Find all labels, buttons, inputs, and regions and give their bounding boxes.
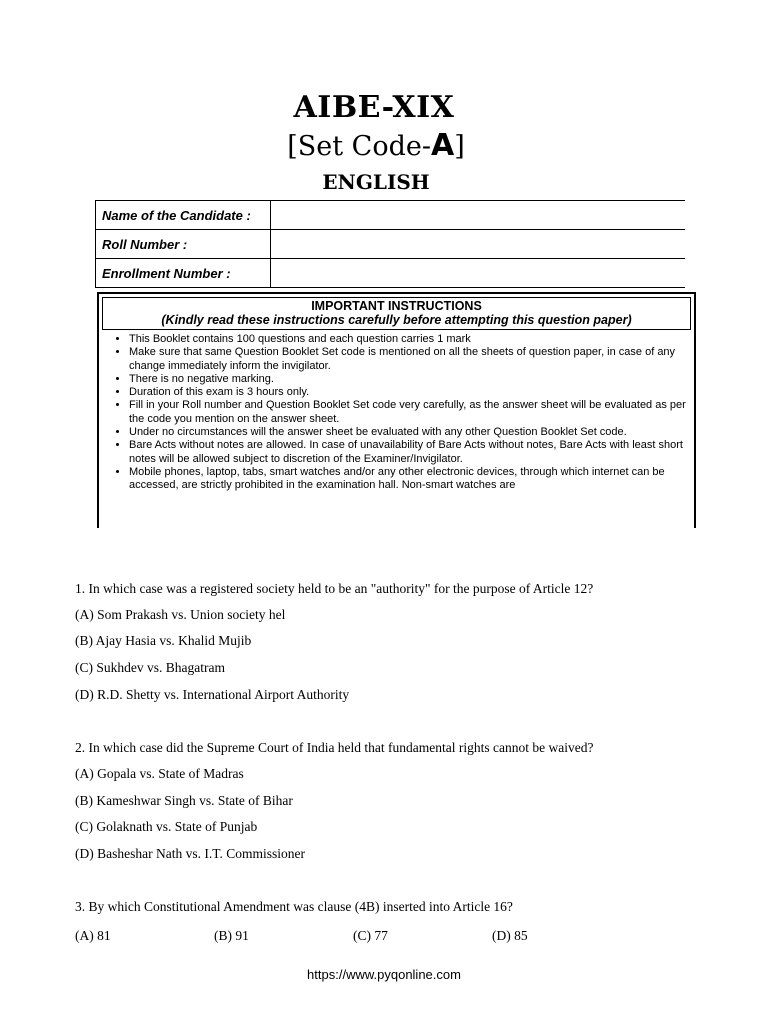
- instruction-item: • Duration of this exam is 3 hours only.: [129, 386, 688, 399]
- roll-number-field[interactable]: [271, 230, 686, 259]
- question-1-text: 1. In which case was a registered society held to be an "authority" for the purpose of Article 12?: [75, 581, 594, 596]
- instructions-header: [102, 297, 691, 330]
- set-code-letter: A: [430, 128, 455, 163]
- table-row: [96, 259, 686, 288]
- question-1-option-d: (D) R.D. Shetty vs. International Airport Authority: [75, 687, 350, 702]
- instruction-item: • Under no circumstances will the answer sheet be evaluated with any other Question Booklet Set code.: [129, 426, 688, 439]
- roll-number-label: Roll Number :: [96, 230, 271, 259]
- language-label: ENGLISH: [322, 170, 430, 194]
- question-1-option-b: (B) Ajay Hasia vs. Khalid Mujib: [75, 633, 252, 648]
- instructions-list: [99, 333, 694, 493]
- question-1-option-a: (A) Som Prakash vs. Union society hel: [75, 607, 286, 622]
- instruction-item: • Mobile phones, laptop, tabs, smart watches and/or any other electronic devices, through which internet can be accessed, are strictly prohibited in the examination hall. Non-smart watches are: [129, 466, 688, 493]
- set-code-suffix: ]: [454, 131, 465, 162]
- instruction-item: • Bare Acts without notes are allowed. In case of unavailability of Bare Acts without notes, Bare Acts with least short notes will be allowed subject to discretion of the Examiner/Invigilator.: [129, 439, 688, 466]
- question-2-text: 2. In which case did the Supreme Court of India held that fundamental rights cannot be waived?: [75, 740, 594, 755]
- instruction-item: • There is no negative marking.: [129, 373, 688, 386]
- candidate-details-table: [95, 200, 685, 288]
- set-code-prefix: [Set Code-: [287, 131, 431, 162]
- question-3-option-b: (B) 91: [214, 928, 249, 943]
- table-row: [96, 230, 686, 259]
- question-3-option-c: (C) 77: [353, 928, 388, 943]
- question-2-option-a: (A) Gopala vs. State of Madras: [75, 766, 244, 781]
- exam-title: AIBE-XIX: [293, 90, 455, 125]
- instructions-box: [97, 292, 696, 528]
- instructions-heading: IMPORTANT INSTRUCTIONS: [311, 299, 482, 313]
- question-3-option-a: (A) 81: [75, 928, 111, 943]
- question-2-option-c: (C) Golaknath vs. State of Punjab: [75, 819, 258, 834]
- candidate-name-label: Name of the Candidate :: [96, 201, 271, 230]
- question-2-option-d: (D) Basheshar Nath vs. I.T. Commissioner: [75, 846, 305, 861]
- instructions-subheading: (Kindly read these instructions carefully before attempting this question paper): [161, 313, 632, 327]
- instruction-item: • This Booklet contains 100 questions and each question carries 1 mark: [129, 333, 688, 346]
- footer-url: https://www.pyqonline.com: [307, 967, 461, 982]
- set-code: [0, 128, 760, 163]
- enrollment-number-label: Enrollment Number :: [96, 259, 271, 288]
- instruction-item: • Fill in your Roll number and Question Booklet Set code very carefully, as the answer sheet will be evaluated as per the code you mention on the answer sheet.: [129, 399, 688, 426]
- question-3-text: 3. By which Constitutional Amendment was clause (4B) inserted into Article 16?: [75, 899, 513, 914]
- question-2-option-b: (B) Kameshwar Singh vs. State of Bihar: [75, 793, 293, 808]
- instruction-item: • Make sure that same Question Booklet Set code is mentioned on all the sheets of question paper, in case of any change immediately inform the invigilator.: [129, 346, 688, 373]
- enrollment-number-field[interactable]: [271, 259, 686, 288]
- candidate-name-field[interactable]: [271, 201, 686, 230]
- table-row: [96, 201, 686, 230]
- question-1-option-c: (C) Sukhdev vs. Bhagatram: [75, 660, 225, 675]
- question-3-option-d: (D) 85: [492, 928, 528, 943]
